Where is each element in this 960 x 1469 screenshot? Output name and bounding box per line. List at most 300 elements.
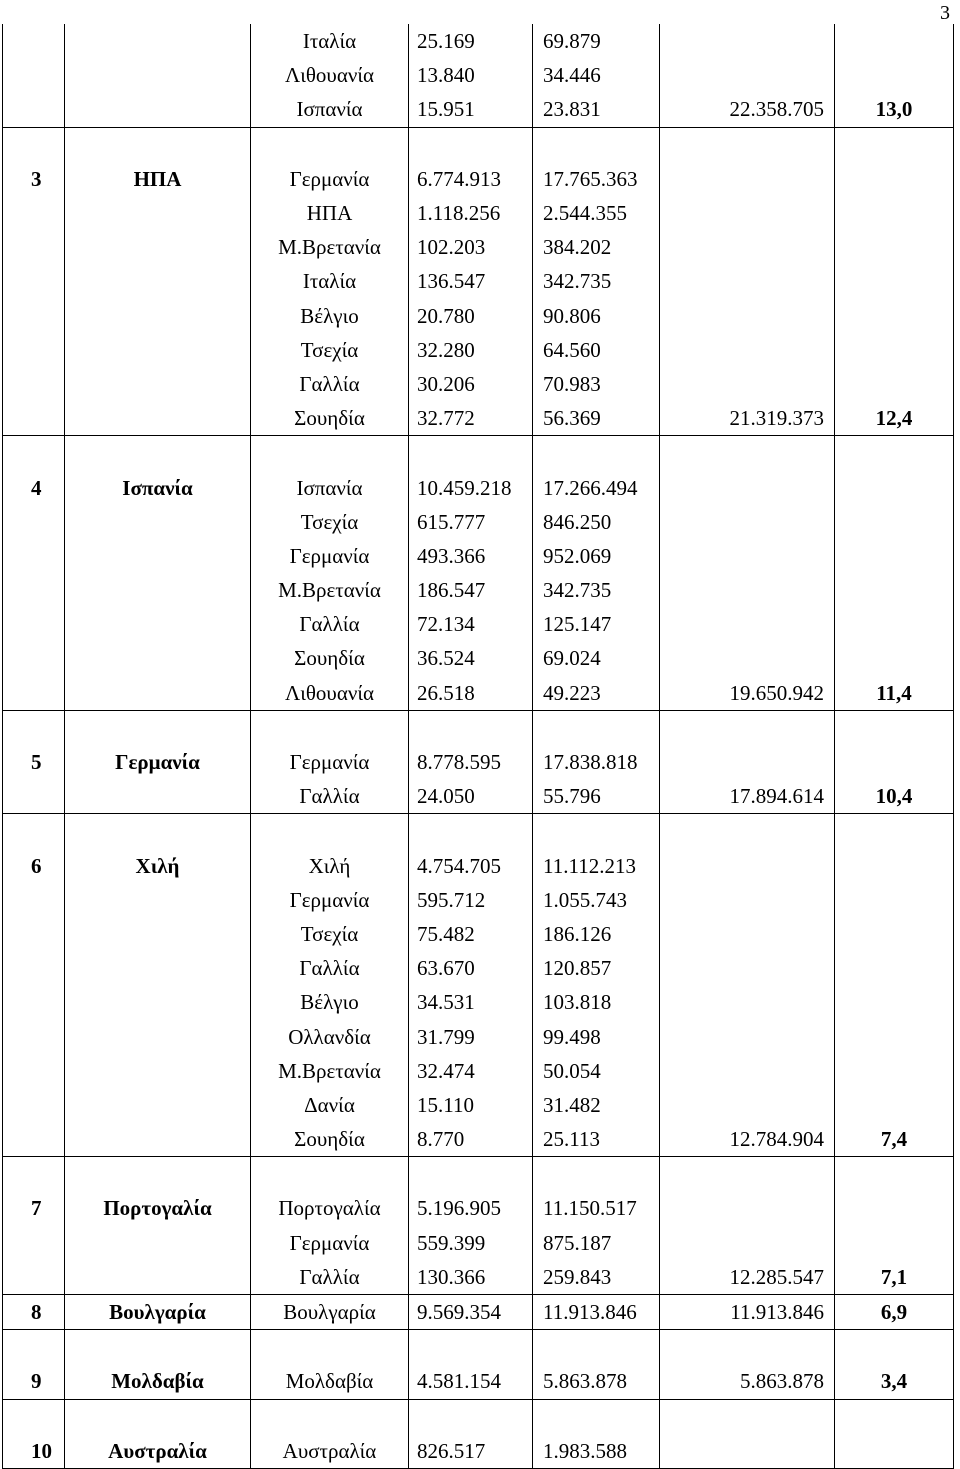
value2-cell: 342.735 <box>533 573 660 607</box>
value1-cell: 559.399 <box>409 1226 533 1260</box>
rank-cell: 5 <box>3 745 65 779</box>
country-cell <box>65 299 251 333</box>
country-cell <box>65 1122 251 1157</box>
percent-cell <box>835 1157 954 1192</box>
rank-cell <box>3 24 65 58</box>
percent-cell: 11,4 <box>835 676 954 711</box>
value1-cell: 4.581.154 <box>409 1364 533 1399</box>
total-cell: 12.285.547 <box>660 1260 835 1295</box>
total-cell: 17.894.614 <box>660 779 835 814</box>
origin-cell <box>251 1157 409 1192</box>
total-cell <box>660 299 835 333</box>
table-row <box>3 641 954 675</box>
table-row <box>3 1294 954 1329</box>
value1-cell: 32.280 <box>409 333 533 367</box>
country-cell: Ισπανία <box>65 470 251 504</box>
value2-cell: 56.369 <box>533 401 660 436</box>
value1-cell <box>409 127 533 162</box>
value2-cell: 875.187 <box>533 1226 660 1260</box>
value2-cell: 125.147 <box>533 607 660 641</box>
country-cell <box>65 264 251 298</box>
total-cell <box>660 710 835 745</box>
value1-cell: 493.366 <box>409 539 533 573</box>
total-cell <box>660 1157 835 1192</box>
origin-cell: Μ.Βρετανία <box>251 230 409 264</box>
origin-cell: Γαλλία <box>251 779 409 814</box>
rank-cell <box>3 1019 65 1053</box>
total-cell: 12.784.904 <box>660 1122 835 1157</box>
percent-cell: 6,9 <box>835 1294 954 1329</box>
total-cell <box>660 1088 835 1122</box>
rank-cell <box>3 1088 65 1122</box>
total-cell <box>660 1226 835 1260</box>
rank-cell <box>3 196 65 230</box>
value2-cell: 120.857 <box>533 951 660 985</box>
percent-cell <box>835 849 954 883</box>
total-cell <box>660 24 835 58</box>
table-row <box>3 985 954 1019</box>
percent-cell <box>835 1399 954 1434</box>
total-cell <box>660 162 835 196</box>
value1-cell: 15.110 <box>409 1088 533 1122</box>
total-cell <box>660 196 835 230</box>
value1-cell: 1.118.256 <box>409 196 533 230</box>
table-row <box>3 230 954 264</box>
country-cell: Γερμανία <box>65 745 251 779</box>
value2-cell <box>533 1330 660 1365</box>
value2-cell: 50.054 <box>533 1054 660 1088</box>
percent-cell <box>835 1226 954 1260</box>
rank-cell: 4 <box>3 470 65 504</box>
percent-cell <box>835 1434 954 1469</box>
exports-table <box>2 24 954 1469</box>
percent-cell <box>835 1019 954 1053</box>
value1-cell: 595.712 <box>409 883 533 917</box>
value1-cell: 136.547 <box>409 264 533 298</box>
rank-cell <box>3 127 65 162</box>
country-cell <box>65 230 251 264</box>
value1-cell: 130.366 <box>409 1260 533 1295</box>
total-cell <box>660 1330 835 1365</box>
rank-cell <box>3 951 65 985</box>
table-row <box>3 745 954 779</box>
total-cell <box>660 849 835 883</box>
value2-cell: 103.818 <box>533 985 660 1019</box>
total-cell <box>660 1019 835 1053</box>
page-number: 3 <box>940 2 950 24</box>
origin-cell: Σουηδία <box>251 641 409 675</box>
rank-cell <box>3 264 65 298</box>
rank-cell <box>3 92 65 127</box>
country-cell <box>65 573 251 607</box>
value1-cell: 102.203 <box>409 230 533 264</box>
value2-cell: 384.202 <box>533 230 660 264</box>
country-cell <box>65 1019 251 1053</box>
value1-cell: 36.524 <box>409 641 533 675</box>
value1-cell: 32.772 <box>409 401 533 436</box>
value1-cell: 20.780 <box>409 299 533 333</box>
table-row <box>3 1364 954 1399</box>
percent-cell <box>835 883 954 917</box>
rank-cell <box>3 401 65 436</box>
value1-cell: 26.518 <box>409 676 533 711</box>
percent-cell: 7,1 <box>835 1260 954 1295</box>
value1-cell: 5.196.905 <box>409 1191 533 1225</box>
origin-cell: Τσεχία <box>251 333 409 367</box>
rank-cell <box>3 539 65 573</box>
percent-cell <box>835 573 954 607</box>
total-cell <box>660 1054 835 1088</box>
total-cell <box>660 1191 835 1225</box>
total-cell: 11.913.846 <box>660 1294 835 1329</box>
percent-cell <box>835 127 954 162</box>
table-row <box>3 710 954 745</box>
rank-cell <box>3 1260 65 1295</box>
table-row <box>3 1122 954 1157</box>
origin-cell <box>251 710 409 745</box>
table-row <box>3 1191 954 1225</box>
value2-cell: 34.446 <box>533 58 660 92</box>
total-cell <box>660 127 835 162</box>
value1-cell: 186.547 <box>409 573 533 607</box>
total-cell <box>660 607 835 641</box>
percent-cell <box>835 299 954 333</box>
rank-cell <box>3 883 65 917</box>
country-cell <box>65 1226 251 1260</box>
table-row <box>3 917 954 951</box>
origin-cell: Ισπανία <box>251 92 409 127</box>
value2-cell <box>533 127 660 162</box>
country-cell <box>65 917 251 951</box>
origin-cell: ΗΠΑ <box>251 196 409 230</box>
country-cell <box>65 985 251 1019</box>
origin-cell: Πορτογαλία <box>251 1191 409 1225</box>
percent-cell: 3,4 <box>835 1364 954 1399</box>
table-row <box>3 1054 954 1088</box>
total-cell <box>660 641 835 675</box>
country-cell <box>65 401 251 436</box>
country-cell: Βουλγαρία <box>65 1294 251 1329</box>
table-row <box>3 539 954 573</box>
value1-cell: 8.778.595 <box>409 745 533 779</box>
table-row <box>3 1157 954 1192</box>
country-cell <box>65 1399 251 1434</box>
value2-cell: 31.482 <box>533 1088 660 1122</box>
total-cell <box>660 814 835 849</box>
value1-cell: 826.517 <box>409 1434 533 1469</box>
country-cell <box>65 607 251 641</box>
value1-cell <box>409 710 533 745</box>
percent-cell <box>835 641 954 675</box>
origin-cell: Βέλγιο <box>251 299 409 333</box>
percent-cell <box>835 230 954 264</box>
value1-cell: 25.169 <box>409 24 533 58</box>
rank-cell: 3 <box>3 162 65 196</box>
origin-cell <box>251 1399 409 1434</box>
origin-cell: Τσεχία <box>251 917 409 951</box>
total-cell <box>660 505 835 539</box>
country-cell <box>65 196 251 230</box>
value1-cell <box>409 814 533 849</box>
origin-cell <box>251 1330 409 1365</box>
origin-cell: Μ.Βρετανία <box>251 573 409 607</box>
value2-cell: 1.983.588 <box>533 1434 660 1469</box>
value2-cell <box>533 814 660 849</box>
total-cell <box>660 230 835 264</box>
percent-cell <box>835 985 954 1019</box>
value2-cell: 49.223 <box>533 676 660 711</box>
value1-cell <box>409 1399 533 1434</box>
table-row <box>3 1434 954 1469</box>
value2-cell: 5.863.878 <box>533 1364 660 1399</box>
country-cell: ΗΠΑ <box>65 162 251 196</box>
percent-cell <box>835 814 954 849</box>
country-cell <box>65 779 251 814</box>
total-cell: 21.319.373 <box>660 401 835 436</box>
rank-cell <box>3 779 65 814</box>
total-cell: 5.863.878 <box>660 1364 835 1399</box>
percent-cell <box>835 917 954 951</box>
origin-cell: Χιλή <box>251 849 409 883</box>
country-cell: Χιλή <box>65 849 251 883</box>
origin-cell: Γαλλία <box>251 951 409 985</box>
value1-cell <box>409 1157 533 1192</box>
table-row <box>3 367 954 401</box>
value2-cell: 1.055.743 <box>533 883 660 917</box>
country-cell <box>65 1088 251 1122</box>
value2-cell: 17.838.818 <box>533 745 660 779</box>
table-row <box>3 58 954 92</box>
table-row <box>3 676 954 711</box>
rank-cell: 8 <box>3 1294 65 1329</box>
value1-cell: 32.474 <box>409 1054 533 1088</box>
rank-cell: 10 <box>3 1434 65 1469</box>
origin-cell: Λιθουανία <box>251 676 409 711</box>
origin-cell <box>251 814 409 849</box>
total-cell <box>660 951 835 985</box>
origin-cell: Γαλλία <box>251 1260 409 1295</box>
percent-cell <box>835 1191 954 1225</box>
rank-cell <box>3 1226 65 1260</box>
value2-cell: 952.069 <box>533 539 660 573</box>
value2-cell: 69.024 <box>533 641 660 675</box>
country-cell: Μολδαβία <box>65 1364 251 1399</box>
country-cell <box>65 24 251 58</box>
table-row <box>3 883 954 917</box>
value2-cell: 55.796 <box>533 779 660 814</box>
country-cell <box>65 1157 251 1192</box>
rank-cell <box>3 1054 65 1088</box>
value2-cell: 23.831 <box>533 92 660 127</box>
value2-cell: 99.498 <box>533 1019 660 1053</box>
value1-cell: 15.951 <box>409 92 533 127</box>
total-cell <box>660 917 835 951</box>
value2-cell <box>533 710 660 745</box>
table-row <box>3 196 954 230</box>
rank-cell <box>3 58 65 92</box>
value2-cell: 11.150.517 <box>533 1191 660 1225</box>
value2-cell: 90.806 <box>533 299 660 333</box>
percent-cell <box>835 951 954 985</box>
country-cell <box>65 641 251 675</box>
origin-cell <box>251 436 409 471</box>
value1-cell: 30.206 <box>409 367 533 401</box>
origin-cell: Γερμανία <box>251 745 409 779</box>
rank-cell <box>3 676 65 711</box>
table-row <box>3 1088 954 1122</box>
rank-cell <box>3 573 65 607</box>
rank-cell <box>3 367 65 401</box>
country-cell: Πορτογαλία <box>65 1191 251 1225</box>
country-cell <box>65 92 251 127</box>
rank-cell <box>3 1122 65 1157</box>
table-row <box>3 162 954 196</box>
value1-cell: 6.774.913 <box>409 162 533 196</box>
value2-cell <box>533 1399 660 1434</box>
origin-cell: Γερμανία <box>251 1226 409 1260</box>
percent-cell: 7,4 <box>835 1122 954 1157</box>
rank-cell <box>3 710 65 745</box>
total-cell: 19.650.942 <box>660 676 835 711</box>
table-row <box>3 24 954 58</box>
table-row <box>3 1226 954 1260</box>
rank-cell <box>3 1330 65 1365</box>
value1-cell: 10.459.218 <box>409 470 533 504</box>
table-row <box>3 1399 954 1434</box>
country-cell: Αυστραλία <box>65 1434 251 1469</box>
total-cell <box>660 58 835 92</box>
origin-cell: Βέλγιο <box>251 985 409 1019</box>
rank-cell <box>3 333 65 367</box>
rank-cell <box>3 299 65 333</box>
value1-cell: 72.134 <box>409 607 533 641</box>
rank-cell: 6 <box>3 849 65 883</box>
percent-cell <box>835 367 954 401</box>
value1-cell: 31.799 <box>409 1019 533 1053</box>
rank-cell <box>3 1399 65 1434</box>
value1-cell: 4.754.705 <box>409 849 533 883</box>
value2-cell: 259.843 <box>533 1260 660 1295</box>
value2-cell: 25.113 <box>533 1122 660 1157</box>
origin-cell: Βουλγαρία <box>251 1294 409 1329</box>
country-cell <box>65 127 251 162</box>
table-row <box>3 607 954 641</box>
value2-cell: 2.544.355 <box>533 196 660 230</box>
percent-cell <box>835 58 954 92</box>
origin-cell <box>251 127 409 162</box>
table-row <box>3 333 954 367</box>
rank-cell <box>3 607 65 641</box>
percent-cell: 12,4 <box>835 401 954 436</box>
rank-cell <box>3 814 65 849</box>
rank-cell <box>3 1157 65 1192</box>
percent-cell <box>835 710 954 745</box>
value2-cell: 846.250 <box>533 505 660 539</box>
table-row <box>3 436 954 471</box>
country-cell <box>65 1054 251 1088</box>
value1-cell: 75.482 <box>409 917 533 951</box>
percent-cell <box>835 1088 954 1122</box>
rank-cell <box>3 917 65 951</box>
table-row <box>3 1019 954 1053</box>
origin-cell: Ισπανία <box>251 470 409 504</box>
origin-cell: Ιταλία <box>251 24 409 58</box>
origin-cell: Γερμανία <box>251 883 409 917</box>
percent-cell <box>835 162 954 196</box>
table-row <box>3 573 954 607</box>
origin-cell: Λιθουανία <box>251 58 409 92</box>
rank-cell <box>3 641 65 675</box>
origin-cell: Γερμανία <box>251 539 409 573</box>
value2-cell: 11.112.213 <box>533 849 660 883</box>
origin-cell: Δανία <box>251 1088 409 1122</box>
table-row <box>3 1330 954 1365</box>
value1-cell: 615.777 <box>409 505 533 539</box>
country-cell <box>65 814 251 849</box>
table-row <box>3 127 954 162</box>
value1-cell: 8.770 <box>409 1122 533 1157</box>
percent-cell <box>835 1054 954 1088</box>
value1-cell: 63.670 <box>409 951 533 985</box>
total-cell: 22.358.705 <box>660 92 835 127</box>
total-cell <box>660 367 835 401</box>
value2-cell: 17.765.363 <box>533 162 660 196</box>
origin-cell: Ιταλία <box>251 264 409 298</box>
rank-cell <box>3 505 65 539</box>
origin-cell: Τσεχία <box>251 505 409 539</box>
origin-cell: Μ.Βρετανία <box>251 1054 409 1088</box>
total-cell <box>660 1399 835 1434</box>
table-body <box>3 24 954 1468</box>
rank-cell <box>3 985 65 1019</box>
table-row <box>3 401 954 436</box>
value2-cell: 64.560 <box>533 333 660 367</box>
total-cell <box>660 470 835 504</box>
value2-cell: 342.735 <box>533 264 660 298</box>
origin-cell: Σουηδία <box>251 401 409 436</box>
value2-cell <box>533 1157 660 1192</box>
origin-cell: Γαλλία <box>251 607 409 641</box>
percent-cell <box>835 607 954 641</box>
country-cell <box>65 1330 251 1365</box>
total-cell <box>660 745 835 779</box>
table-row <box>3 951 954 985</box>
total-cell <box>660 333 835 367</box>
country-cell <box>65 676 251 711</box>
total-cell <box>660 985 835 1019</box>
value1-cell: 13.840 <box>409 58 533 92</box>
value2-cell: 69.879 <box>533 24 660 58</box>
percent-cell <box>835 333 954 367</box>
percent-cell <box>835 745 954 779</box>
table-row <box>3 264 954 298</box>
percent-cell <box>835 505 954 539</box>
table-row <box>3 1260 954 1295</box>
percent-cell: 10,4 <box>835 779 954 814</box>
value1-cell: 24.050 <box>409 779 533 814</box>
total-cell <box>660 883 835 917</box>
percent-cell <box>835 1330 954 1365</box>
value1-cell <box>409 1330 533 1365</box>
table-row <box>3 849 954 883</box>
value2-cell <box>533 436 660 471</box>
value2-cell: 17.266.494 <box>533 470 660 504</box>
table-row <box>3 92 954 127</box>
percent-cell: 13,0 <box>835 92 954 127</box>
country-cell <box>65 710 251 745</box>
rank-cell <box>3 436 65 471</box>
origin-cell: Αυστραλία <box>251 1434 409 1469</box>
